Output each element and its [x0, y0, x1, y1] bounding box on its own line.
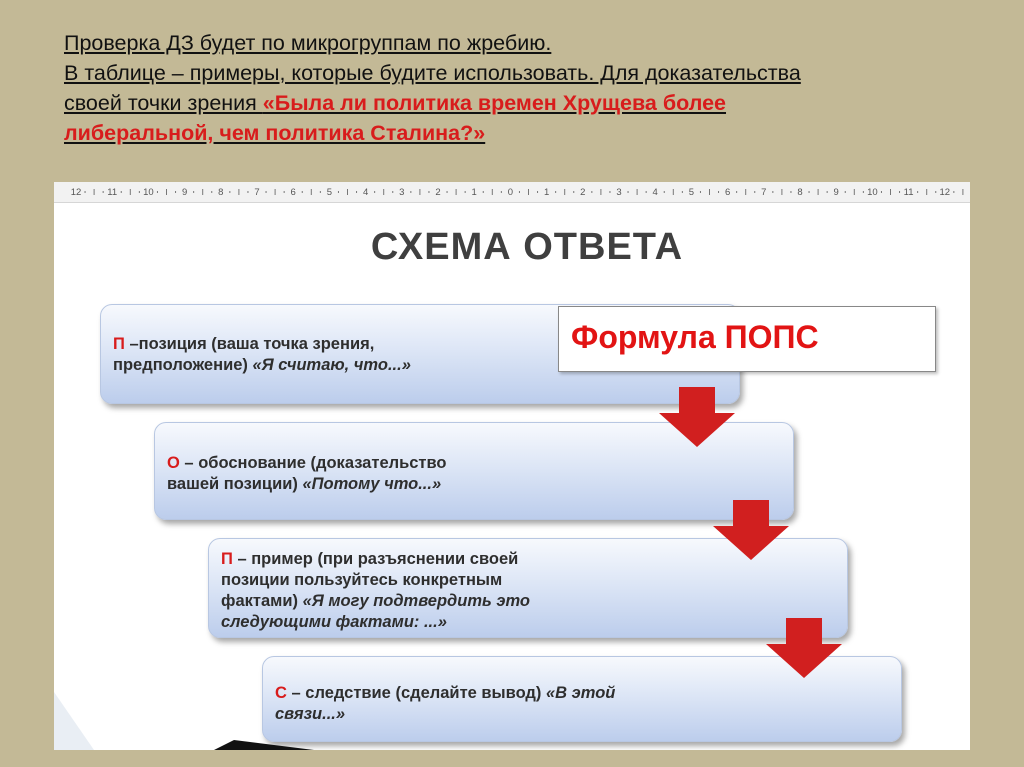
- formula-label: Формула ПОПС: [571, 319, 819, 355]
- step-example-text-3: фактами): [221, 592, 303, 610]
- embedded-slide-screenshot: [54, 182, 970, 750]
- ruler-number: 9: [833, 187, 839, 198]
- ruler-number: 11: [107, 187, 118, 198]
- step-conclusion-line-1: [275, 683, 889, 704]
- ruler-number: 12: [70, 187, 82, 198]
- ruler-number: 7: [761, 187, 767, 198]
- ruler-number: 0: [507, 187, 514, 198]
- ruler-number: 9: [181, 187, 188, 198]
- ruler-number: 6: [724, 187, 731, 198]
- horizontal-ruler: [54, 182, 970, 203]
- step-example-quote-2: следующими фактами: ...»: [221, 613, 447, 631]
- ruler-number: 10: [867, 187, 878, 198]
- step-reasoning-line-1: [167, 453, 781, 474]
- heading-line-1: Проверка ДЗ будет по микрогруппам по жребию.: [64, 31, 552, 55]
- ruler-number: 3: [399, 187, 405, 198]
- step-reasoning-text: – обоснование (доказательство: [179, 454, 447, 472]
- step-position-letter: П: [113, 335, 125, 353]
- decorative-corner-shape: [54, 692, 314, 750]
- ruler-number: 2: [580, 187, 586, 198]
- down-arrow-icon: [709, 500, 793, 560]
- ruler-number: 12: [939, 187, 951, 198]
- step-example-quote: «Я могу подтвердить это: [302, 592, 531, 610]
- heading-line-2: В таблице – примеры, которые будите использовать. Для доказательства: [64, 61, 801, 85]
- ruler-number: 8: [797, 187, 803, 198]
- step-conclusion-text: – следствие (сделайте вывод): [286, 684, 546, 702]
- heading-line-3-plain: своей точки зрения: [64, 91, 263, 115]
- step-reasoning-text-2: вашей позиции): [167, 475, 303, 493]
- ruler-number: 2: [435, 187, 441, 198]
- heading-line-3: [64, 88, 964, 118]
- ruler-number: 6: [290, 187, 296, 198]
- step-position-text-2: предположение): [113, 356, 253, 374]
- step-reasoning-letter: О: [167, 454, 180, 472]
- ruler-number: 1: [543, 187, 550, 198]
- step-reasoning-line-2: [167, 474, 781, 495]
- step-example-text: – пример (при разъяснении своей: [232, 550, 519, 568]
- ruler-number: 8: [218, 187, 224, 198]
- heading-question-start: «Была ли политика времен Хрущева более: [262, 91, 727, 115]
- slide-title: СХЕМА ОТВЕТА: [370, 226, 684, 268]
- step-example-letter: П: [221, 550, 233, 568]
- ruler-number: 5: [688, 187, 695, 198]
- down-arrow-icon: [762, 618, 846, 678]
- assignment-heading: [64, 28, 964, 148]
- step-example-line-3: [221, 591, 835, 612]
- ruler-number: 5: [326, 187, 333, 198]
- step-example-line-2: позиции пользуйтесь конкретным: [221, 571, 503, 589]
- step-reasoning-quote: «Потому что...»: [302, 475, 442, 493]
- step-position-text: –позиция (ваша точка зрения,: [124, 335, 375, 353]
- ruler-number: 3: [616, 187, 622, 198]
- heading-question-end: либеральной, чем политика Сталина?»: [64, 121, 486, 145]
- step-conclusion-quote: «В этой: [545, 684, 616, 702]
- down-arrow-icon: [655, 387, 739, 447]
- step-conclusion-letter: С: [275, 684, 287, 702]
- ruler-number: 7: [254, 187, 260, 198]
- ruler-number: 10: [143, 187, 154, 198]
- ruler-number: 4: [362, 187, 369, 198]
- ruler-number: 11: [903, 187, 914, 198]
- formula-label-box: [558, 306, 936, 372]
- ruler-number: 4: [652, 187, 658, 198]
- ruler-number: 1: [471, 187, 477, 198]
- step-conclusion-quote-2: связи...»: [275, 705, 346, 723]
- ruler-scale: [54, 182, 970, 202]
- step-position-quote: «Я считаю, что...»: [252, 356, 411, 374]
